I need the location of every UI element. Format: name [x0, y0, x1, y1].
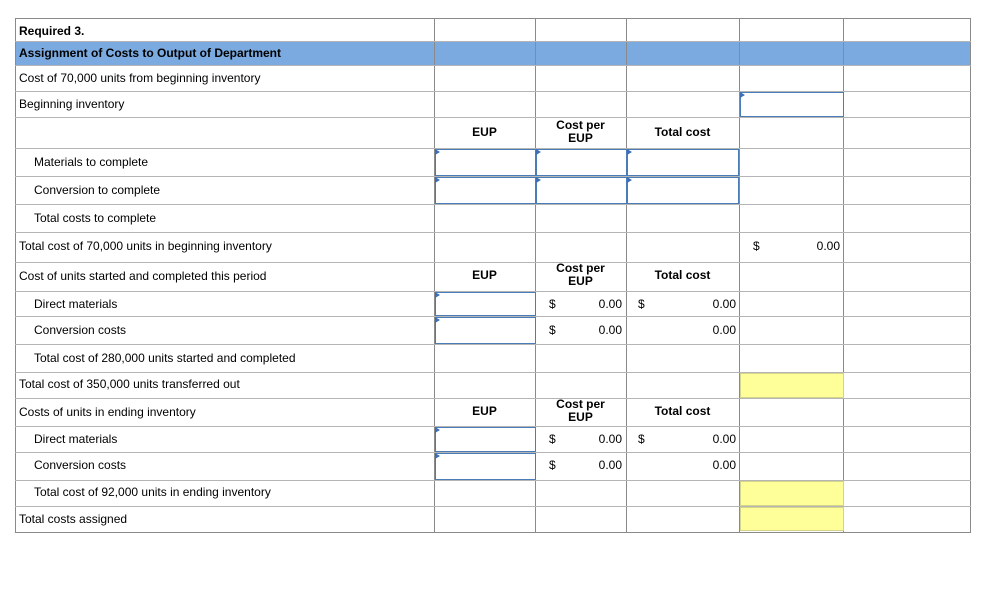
currency-symbol: $: [549, 432, 556, 446]
row-label-total-transferred-out: Total cost of 350,000 units transferred out: [19, 377, 240, 391]
col-header-total-cost: Total cost: [654, 125, 711, 139]
row-label-ei-conversion-costs: Conversion costs: [34, 458, 127, 472]
cost-assignment-table: [15, 18, 971, 533]
ei-dm-cost-per-eup: 0.00: [598, 432, 622, 446]
beginning-inventory-input[interactable]: [740, 92, 844, 117]
row-label-sc-conversion-costs: Conversion costs: [34, 323, 127, 337]
sc-cc-cost-per-eup: 0.00: [598, 323, 622, 337]
row-label-ei-direct-materials: Direct materials: [34, 432, 118, 446]
conversion-to-complete-cost-per-eup-input[interactable]: [536, 177, 627, 204]
currency-symbol: $: [549, 297, 556, 311]
currency-symbol: $: [549, 323, 556, 337]
col-header-eup: EUP: [472, 268, 497, 282]
row-label-started-completed: Cost of units started and completed this period: [19, 269, 267, 283]
beginning-total-value: 0.00: [816, 239, 840, 253]
materials-to-complete-total-cost-input[interactable]: [627, 149, 739, 176]
col-header-total-cost: Total cost: [654, 268, 711, 282]
currency-symbol: $: [753, 239, 760, 253]
sc-direct-materials-eup-input[interactable]: [435, 292, 536, 316]
row-label-total-ending: Total cost of 92,000 units in ending inventory: [34, 485, 271, 499]
col-header-cost-per-eup: Cost per EUP: [556, 261, 605, 288]
conversion-to-complete-total-cost-input[interactable]: [627, 177, 739, 204]
sc-dm-total-cost: 0.00: [712, 297, 736, 311]
row-label-beginning-units: Cost of 70,000 units from beginning inventory: [19, 71, 261, 85]
sc-dm-cost-per-eup: 0.00: [598, 297, 622, 311]
col-header-eup: EUP: [472, 404, 497, 418]
row-label-ending-inventory: Costs of units in ending inventory: [19, 405, 196, 419]
row-label-sc-direct-materials: Direct materials: [34, 297, 118, 311]
row-label-total-costs-assigned: Total costs assigned: [19, 512, 128, 526]
row-label-conversion-to-complete: Conversion to complete: [34, 183, 161, 197]
page-title: Required 3.: [19, 24, 85, 38]
col-header-cost-per-eup: Cost per EUP: [556, 118, 605, 145]
row-label-total-beginning: Total cost of 70,000 units in beginning inventory: [19, 239, 272, 253]
ei-cc-cost-per-eup: 0.00: [598, 458, 622, 472]
row-label-materials-to-complete: Materials to complete: [34, 155, 149, 169]
sc-conversion-costs-eup-input[interactable]: [435, 317, 536, 344]
currency-symbol: $: [549, 458, 556, 472]
ending-inventory-total-input[interactable]: [740, 481, 844, 506]
row-label-total-costs-to-complete: Total costs to complete: [34, 211, 157, 225]
conversion-to-complete-eup-input[interactable]: [435, 177, 536, 204]
currency-symbol: $: [638, 297, 645, 311]
materials-to-complete-cost-per-eup-input[interactable]: [536, 149, 627, 176]
currency-symbol: $: [638, 432, 645, 446]
row-label-beginning-inventory: Beginning inventory: [19, 97, 125, 111]
col-header-eup: EUP: [472, 125, 497, 139]
ei-dm-total-cost: 0.00: [712, 432, 736, 446]
sc-cc-total-cost: 0.00: [712, 323, 736, 337]
col-header-cost-per-eup: Cost per EUP: [556, 397, 605, 424]
row-label-total-started-completed: Total cost of 280,000 units started and completed: [34, 351, 296, 365]
ei-direct-materials-eup-input[interactable]: [435, 427, 536, 452]
ei-cc-total-cost: 0.00: [712, 458, 736, 472]
ei-conversion-costs-eup-input[interactable]: [435, 453, 536, 480]
total-costs-assigned-input[interactable]: [740, 507, 844, 531]
section-header: Assignment of Costs to Output of Department: [19, 46, 281, 60]
col-header-total-cost: Total cost: [654, 404, 711, 418]
transferred-out-total-input[interactable]: [740, 373, 844, 398]
materials-to-complete-eup-input[interactable]: [435, 149, 536, 176]
